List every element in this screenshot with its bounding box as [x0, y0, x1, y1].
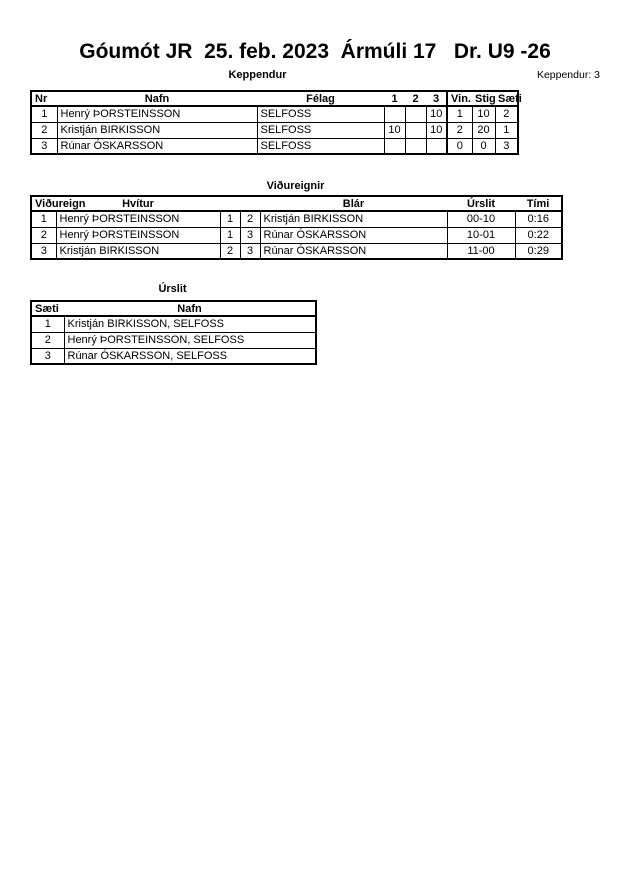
time-cell: 0:29 [515, 243, 562, 259]
score-vs-3-cell: 10 [426, 106, 447, 122]
club-cell: SELFOSS [257, 138, 384, 154]
keppendur-section-label: Keppendur [228, 69, 287, 81]
table-row [31, 122, 518, 138]
score-vs-2-cell [405, 106, 426, 122]
blue-number-cell: 3 [240, 243, 260, 259]
nr-cell: 1 [31, 106, 57, 122]
blue-name-cell: Kristján BIRKISSON [260, 211, 447, 227]
name-club-cell: Henrý ÞORSTEINSSON, SELFOSS [64, 332, 316, 348]
match-number-cell: 3 [31, 243, 56, 259]
column-header-urslit: Úrslit [447, 196, 515, 211]
result-cell: 11-00 [447, 243, 515, 259]
vidureignir-table [30, 195, 563, 260]
table-row [31, 211, 562, 227]
white-number-cell: 2 [220, 243, 240, 259]
table-row [31, 332, 316, 348]
score-vs-3-cell [426, 138, 447, 154]
wins-cell: 0 [447, 138, 472, 154]
column-header-saeti: Sæti [495, 91, 518, 106]
name-club-cell: Kristján BIRKISSON, SELFOSS [64, 316, 316, 332]
column-header-stig: Stig [472, 91, 495, 106]
rank-cell: 3 [31, 348, 64, 364]
competitors-count-label: Keppendur: 3 [536, 69, 600, 81]
column-header-2: 2 [405, 91, 426, 106]
match-number-cell: 2 [31, 227, 56, 243]
column-header-blar: Blár [260, 196, 447, 211]
points-cell: 10 [472, 106, 495, 122]
column-header-nafn: Nafn [57, 91, 257, 106]
result-cell: 10-01 [447, 227, 515, 243]
column-header-blue-nr [240, 196, 260, 211]
time-cell: 0:16 [515, 211, 562, 227]
urslit-table [30, 300, 317, 365]
column-header-felag: Félag [257, 91, 384, 106]
rank-cell: 1 [31, 316, 64, 332]
table-row [31, 227, 562, 243]
points-cell: 0 [472, 138, 495, 154]
keppendur-table [30, 90, 522, 155]
column-header-vin: Vin. [447, 91, 472, 106]
blue-name-cell: Rúnar ÓSKARSSON [260, 243, 447, 259]
column-header-1: 1 [384, 91, 405, 106]
score-vs-2-cell [405, 122, 426, 138]
time-cell: 0:22 [515, 227, 562, 243]
club-cell: SELFOSS [257, 106, 384, 122]
white-number-cell: 1 [220, 227, 240, 243]
points-cell: 20 [472, 122, 495, 138]
urslit-header-row [31, 301, 316, 316]
rank-cell: 2 [31, 332, 64, 348]
column-header-nr: Nr [31, 91, 57, 106]
result-cell: 00-10 [447, 211, 515, 227]
urslit-section-label: Úrslit [158, 283, 187, 295]
column-header-timi: Tími [515, 196, 562, 211]
score-vs-3-cell: 10 [426, 122, 447, 138]
table-row [31, 316, 316, 332]
blue-number-cell: 3 [240, 227, 260, 243]
rank-cell: 2 [495, 106, 518, 122]
wins-cell: 2 [447, 122, 472, 138]
page-title: Góumót JR 25. feb. 2023 Ármúli 17 Dr. U9 -26 [79, 40, 551, 63]
column-header-nafn: Nafn [64, 301, 316, 316]
white-name-cell: Henrý ÞORSTEINSSON [56, 211, 220, 227]
blue-name-cell: Rúnar ÓSKARSSON [260, 227, 447, 243]
name-cell: Henrý ÞORSTEINSSON [57, 106, 257, 122]
column-header-saeti: Sæti [31, 301, 64, 316]
score-vs-1-cell [384, 106, 405, 122]
name-club-cell: Rúnar ÓSKARSSON, SELFOSS [64, 348, 316, 364]
column-header-white-nr [220, 196, 240, 211]
white-name-cell: Henrý ÞORSTEINSSON [56, 227, 220, 243]
table-row [31, 348, 316, 364]
table-row [31, 138, 518, 154]
nr-cell: 2 [31, 122, 57, 138]
white-number-cell: 1 [220, 211, 240, 227]
score-vs-1-cell [384, 138, 405, 154]
blue-number-cell: 2 [240, 211, 260, 227]
column-header-3: 3 [426, 91, 447, 106]
rank-cell: 3 [495, 138, 518, 154]
match-number-cell: 1 [31, 211, 56, 227]
column-header-vidureign: Viðureign [31, 196, 56, 211]
vidureignir-section-label: Viðureignir [266, 180, 325, 192]
white-name-cell: Kristján BIRKISSON [56, 243, 220, 259]
vidureignir-header-row [31, 196, 562, 211]
column-header-hvitur: Hvítur [56, 196, 220, 211]
name-cell: Kristján BIRKISSON [57, 122, 257, 138]
rank-cell: 1 [495, 122, 518, 138]
wins-cell: 1 [447, 106, 472, 122]
score-vs-2-cell [405, 138, 426, 154]
club-cell: SELFOSS [257, 122, 384, 138]
name-cell: Rúnar ÓSKARSSON [57, 138, 257, 154]
keppendur-header-row [31, 91, 518, 106]
score-vs-1-cell: 10 [384, 122, 405, 138]
table-row [31, 106, 518, 122]
nr-cell: 3 [31, 138, 57, 154]
table-row [31, 243, 562, 259]
